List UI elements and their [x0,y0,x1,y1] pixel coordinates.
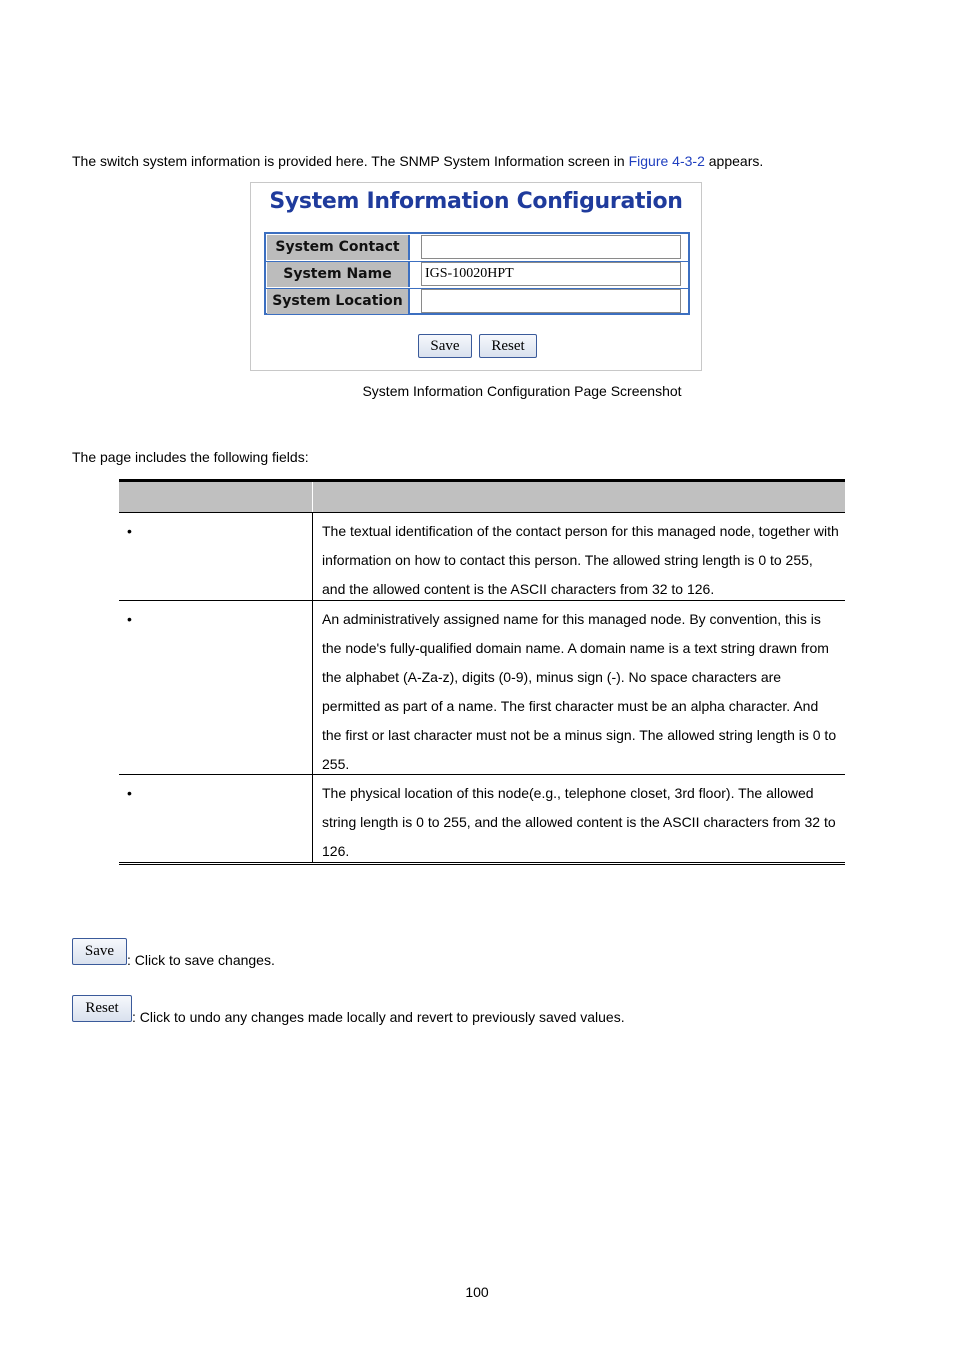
table-row [119,775,845,865]
field-description: The physical location of this node(e.g., telephone closet, 3rd floor). The allowed string length is 0 to 255, and the allowed content is the ASCII characters from 32 to 126. [322,785,836,859]
system-name-row [266,261,688,288]
intro-paragraph [72,153,763,169]
bullet: • [127,523,132,539]
header-divider [312,482,313,512]
system-location-input[interactable] [421,289,681,313]
system-info-screenshot [250,182,702,371]
table-header [119,479,845,513]
reset-button-description: : Click to undo any changes made locally and revert to previously saved values. [132,1009,625,1025]
column-divider [312,601,313,774]
intro-text-after: appears. [704,153,764,169]
system-name-label: System Name [267,262,410,287]
table-row [119,513,845,601]
system-location-label: System Location [267,289,410,314]
table-row [119,601,845,775]
system-location-row [266,288,688,315]
bullet: • [127,611,132,627]
field-description: An administratively assigned name for this managed node. By convention, this is the node's fully-qualified domain name. A domain name is a text string drawn from the alphabet (A-Za-z), digits (0-9), minus sign (-). No space characters are permitted as part of a name. The first character must be an alpha character. And the first or last character must not be a minus sign. The allowed string length is 0 to 255. [322,611,837,772]
save-button[interactable]: Save [418,334,472,358]
system-contact-input[interactable] [421,235,681,259]
save-button-description: : Click to save changes. [127,952,275,968]
save-button-icon: Save [72,938,127,965]
field-description: The textual identification of the contact person for this managed node, together with information on how to contact this person. The allowed string length is 0 to 255, and the allowed content is the ASCII characters from 32 to 126. [322,523,839,597]
column-divider [312,775,313,862]
system-name-input[interactable]: IGS-10020HPT [421,262,681,286]
fields-intro-text: The page includes the following fields: [72,449,309,465]
column-divider [312,513,313,600]
bullet: • [127,785,132,801]
reset-button[interactable]: Reset [479,334,537,358]
system-info-form-table [264,232,690,315]
intro-text-before: The switch system information is provided here. The SNMP System Information screen in [72,153,629,169]
reset-button-icon: Reset [72,995,132,1022]
figure-link[interactable]: Figure 4-3-2 [628,153,705,169]
figure-title: System Information Configuration [269,189,683,214]
system-contact-row [266,234,688,261]
page-number: 100 [465,1284,489,1300]
figure-caption: System Information Configuration Page Screenshot [362,383,682,399]
system-contact-label: System Contact [267,235,410,260]
